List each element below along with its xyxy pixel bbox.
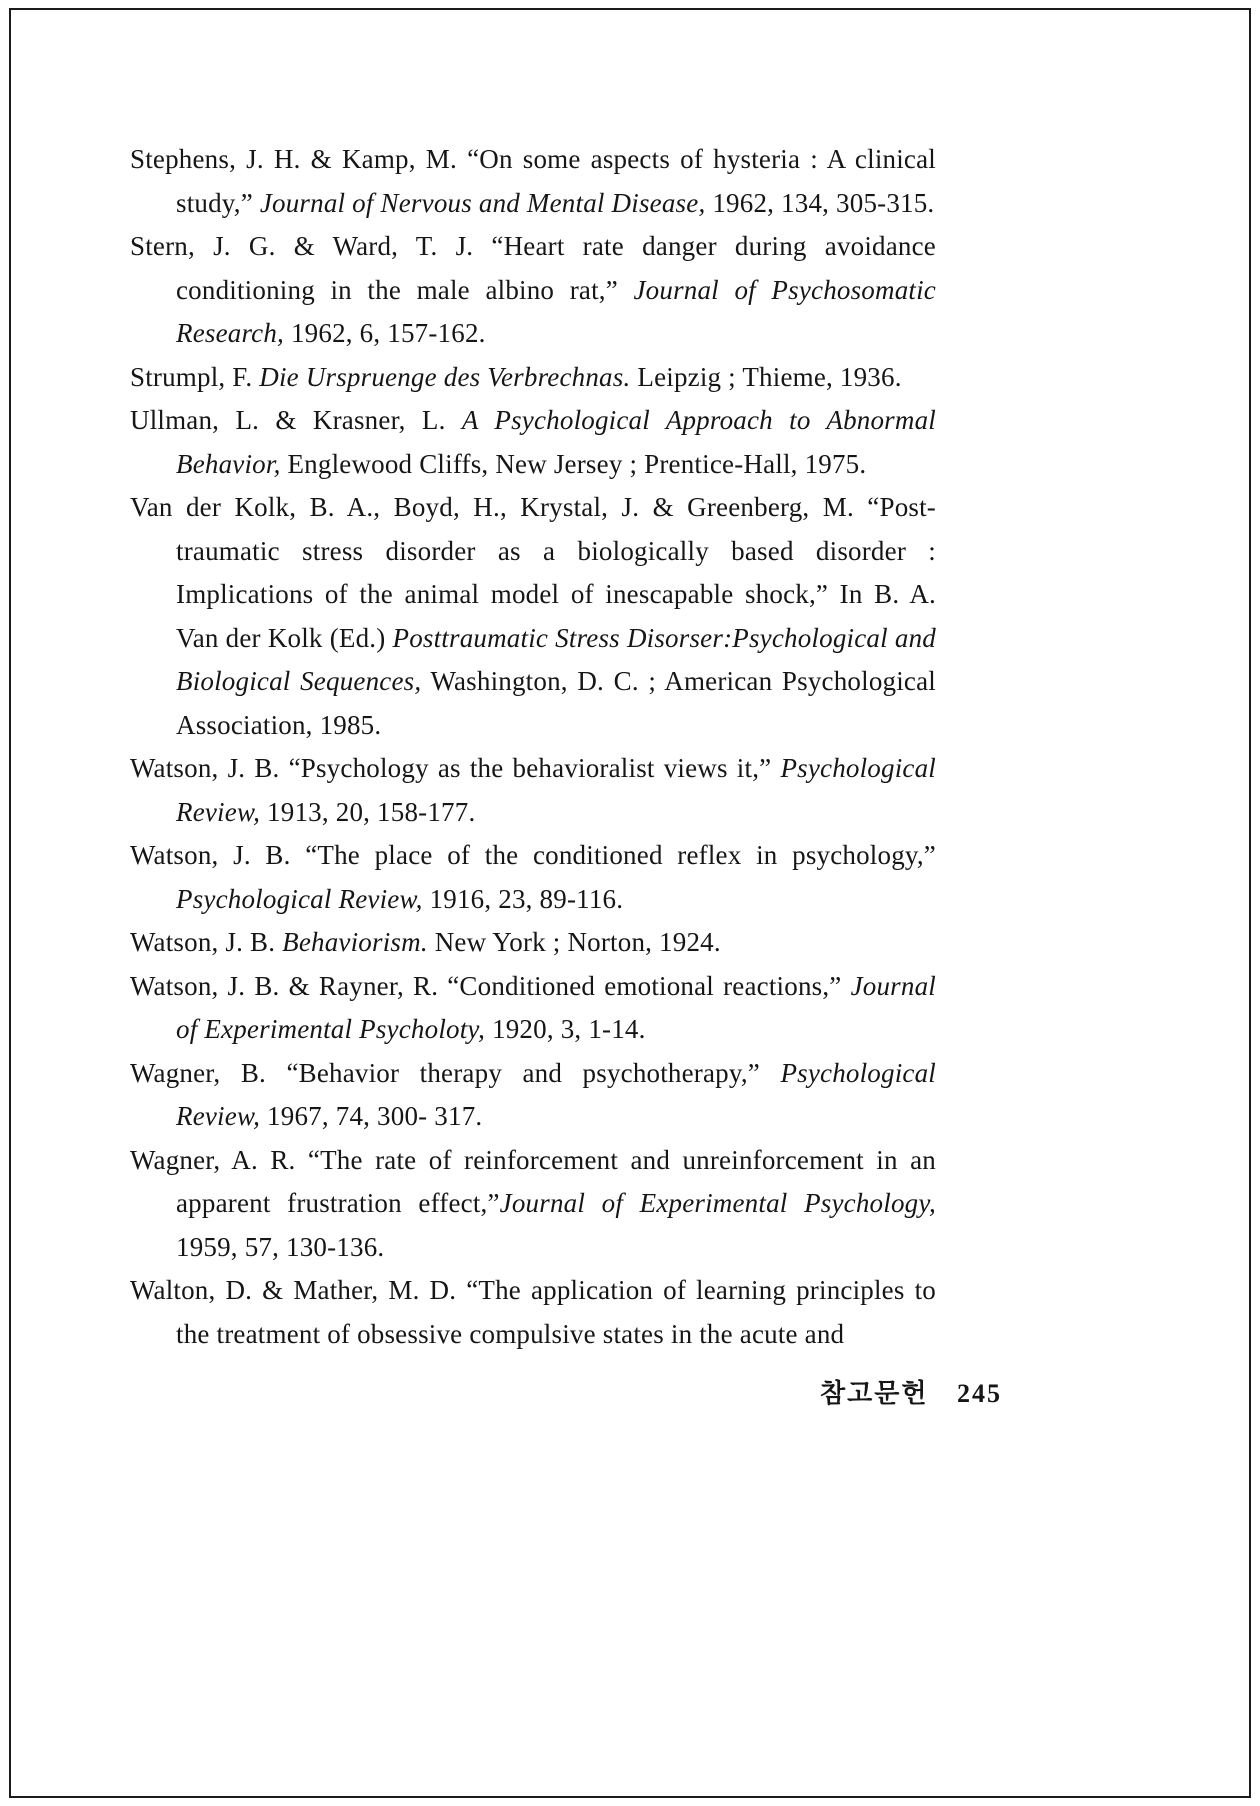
reference-entry	[130, 1139, 936, 1270]
reference-text: 1913, 20, 158-177.	[260, 796, 476, 827]
reference-entry	[130, 834, 936, 921]
reference-text: Leipzig ; Thieme, 1936.	[630, 361, 902, 392]
references-list	[130, 138, 936, 1356]
reference-text: Walton, D. & Mather, M. D. “The application of learning principles to the treatment of obsessive compulsive states in the acute and	[130, 1275, 936, 1349]
reference-text: Washington, D. C. ; American Psychological Association, 1985.	[176, 666, 936, 740]
reference-title-italic: Psychological Review,	[176, 753, 936, 827]
reference-title-italic: Journal of Psychosomatic Research,	[176, 274, 936, 348]
reference-text: Strumpl, F.	[130, 361, 260, 392]
reference-title-italic: Behaviorism.	[282, 927, 428, 957]
reference-entry	[130, 921, 936, 965]
reference-entry	[130, 1052, 936, 1139]
reference-title-italic: Journal of Experimental Psycholoty,	[176, 970, 936, 1044]
reference-text: 1962, 6, 157-162.	[284, 318, 486, 348]
reference-text: Wagner, B. “Behavior therapy and psychotherapy,”	[130, 1057, 781, 1088]
reference-title-italic: Journal of Nervous and Mental Disease,	[259, 187, 706, 218]
reference-text: Wagner, A. R. “The rate of reinforcement and unreinforcement in an apparent frustration effect,”	[130, 1144, 936, 1218]
reference-text: Van der Kolk, B. A., Boyd, H., Krystal, J. & Greenberg, M. “Post-traumatic stress disorder as a biologically based disorder : Implications of the animal model of inescapable shock,” In B. A. Van der Kolk (Ed.)	[130, 492, 936, 653]
reference-text: Stern, J. G. & Ward, T. J. “Heart rate danger during avoidance conditioning in the male albino rat,”	[130, 231, 936, 305]
reference-text: Watson, J. B. “Psychology as the behavioralist views it,”	[130, 753, 781, 783]
reference-text: New York ; Norton, 1924.	[427, 927, 721, 957]
reference-entry	[130, 1269, 936, 1356]
reference-text: 1916, 23, 89-116.	[422, 883, 624, 914]
reference-entry	[130, 399, 936, 486]
reference-text: Watson, J. B. “The place of the conditioned reflex in psychology,”	[130, 840, 936, 870]
page-number: 245	[957, 1379, 1002, 1408]
reference-text: Ullman, L. & Krasner, L.	[130, 405, 462, 435]
reference-entry	[130, 356, 936, 400]
reference-text: Stephens, J. H. & Kamp, M. “On some aspects of hysteria : A clinical study,”	[130, 144, 936, 218]
reference-entry	[130, 225, 936, 356]
reference-entry	[130, 965, 936, 1052]
reference-text: 1962, 134, 305-315.	[705, 187, 935, 218]
reference-title-italic: Die Urspruenge des Verbrechnas.	[259, 361, 631, 392]
reference-title-italic: Psychological Review,	[176, 883, 423, 914]
reference-entry	[130, 486, 936, 747]
reference-title-italic: Psychological Review,	[176, 1057, 936, 1131]
page-footer	[130, 1378, 1002, 1410]
reference-text: Watson, J. B.	[130, 927, 283, 957]
reference-title-italic: Posttraumatic Stress Disorser:Psychological and Biological Sequences,	[176, 622, 936, 696]
reference-text: 1920, 3, 1-14.	[485, 1014, 646, 1044]
reference-text: Watson, J. B. & Rayner, R. “Conditioned emotional reactions,”	[130, 970, 851, 1001]
reference-text: 1967, 74, 300- 317.	[260, 1101, 483, 1131]
reference-entry	[130, 138, 936, 225]
reference-text: 1959, 57, 130-136.	[176, 1231, 385, 1262]
reference-text: Englewood Cliffs, New Jersey ; Prentice-Hall, 1975.	[280, 448, 867, 479]
footer-section-label: 참고문헌	[820, 1379, 929, 1408]
reference-entry	[130, 747, 936, 834]
reference-title-italic: Journal of Experimental Psychology,	[499, 1188, 936, 1218]
reference-title-italic: A Psychological Approach to Abnormal Behavior,	[176, 405, 936, 479]
